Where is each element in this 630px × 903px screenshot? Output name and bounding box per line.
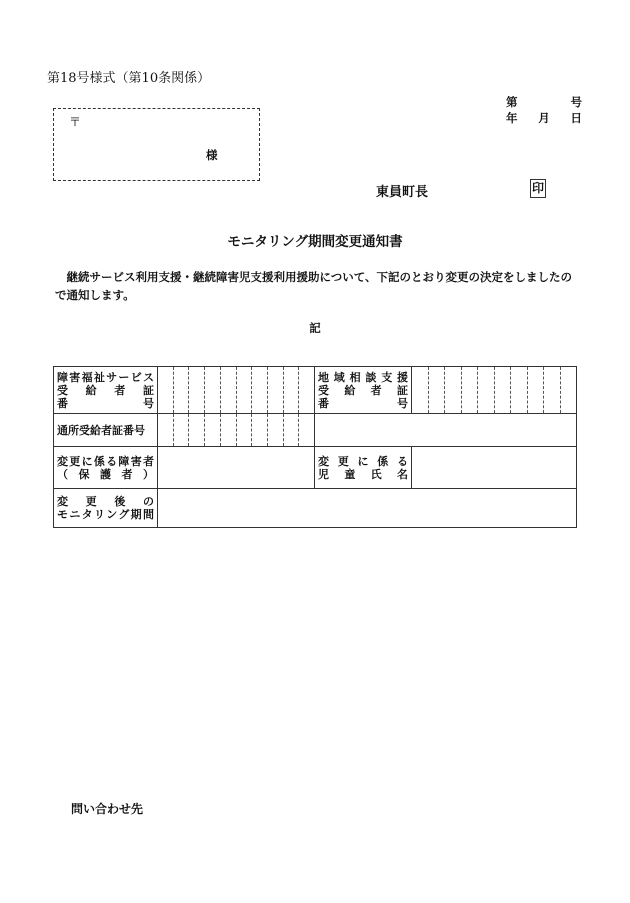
monitoring-period-field[interactable] xyxy=(158,489,577,528)
table-row xyxy=(54,447,577,489)
doc-number-suffix: 号 xyxy=(570,95,582,109)
community-cert-digit-boxes[interactable] xyxy=(412,367,577,414)
doc-number-prefix: 第 xyxy=(506,95,518,109)
seal-mark: 印 xyxy=(530,179,546,198)
date-month: 月 xyxy=(538,111,550,125)
child-name-field[interactable] xyxy=(412,447,577,489)
document-number-line xyxy=(506,94,582,110)
contact-label: 問い合わせ先 xyxy=(71,802,144,816)
date-day: 日 xyxy=(570,111,582,125)
table-row xyxy=(54,489,577,528)
person-label: 変更に係る障害者 （保護者） xyxy=(54,447,158,489)
honorific: 様 xyxy=(206,148,218,162)
form-number: 第18号様式（第10条関係） xyxy=(47,71,211,86)
recipient-address-box xyxy=(53,108,260,181)
blank-cell xyxy=(315,414,577,447)
community-cert-label: 地域相談支援 受給者証 番号 xyxy=(315,367,412,414)
issuer-name: 東員町長 xyxy=(376,185,429,200)
table-row xyxy=(54,367,577,414)
period-label: 変更後の モニタリング期間 xyxy=(54,489,158,528)
body-text: 継続サービス利用支援・継続障害児支援利用援助について、下記のとおり変更の決定をしましたので通知します。 xyxy=(55,270,573,302)
postal-mark: 〒 xyxy=(69,115,82,129)
date-line xyxy=(506,110,582,126)
disability-cert-label: 障害福祉サービス 受給者証 番号 xyxy=(54,367,158,414)
person-name-field[interactable] xyxy=(158,447,315,489)
table-row xyxy=(54,414,577,447)
document-title: モニタリング期間変更通知書 xyxy=(227,234,403,250)
notification-table xyxy=(53,366,577,528)
date-year: 年 xyxy=(506,111,518,125)
disability-cert-digit-boxes[interactable] xyxy=(158,367,315,414)
day-cert-digit-boxes[interactable] xyxy=(158,414,315,447)
child-label: 変更に係る 児童氏名 xyxy=(315,447,412,489)
day-cert-label: 通所受給者証番号 xyxy=(54,414,158,447)
ki-mark: 記 xyxy=(309,321,321,335)
